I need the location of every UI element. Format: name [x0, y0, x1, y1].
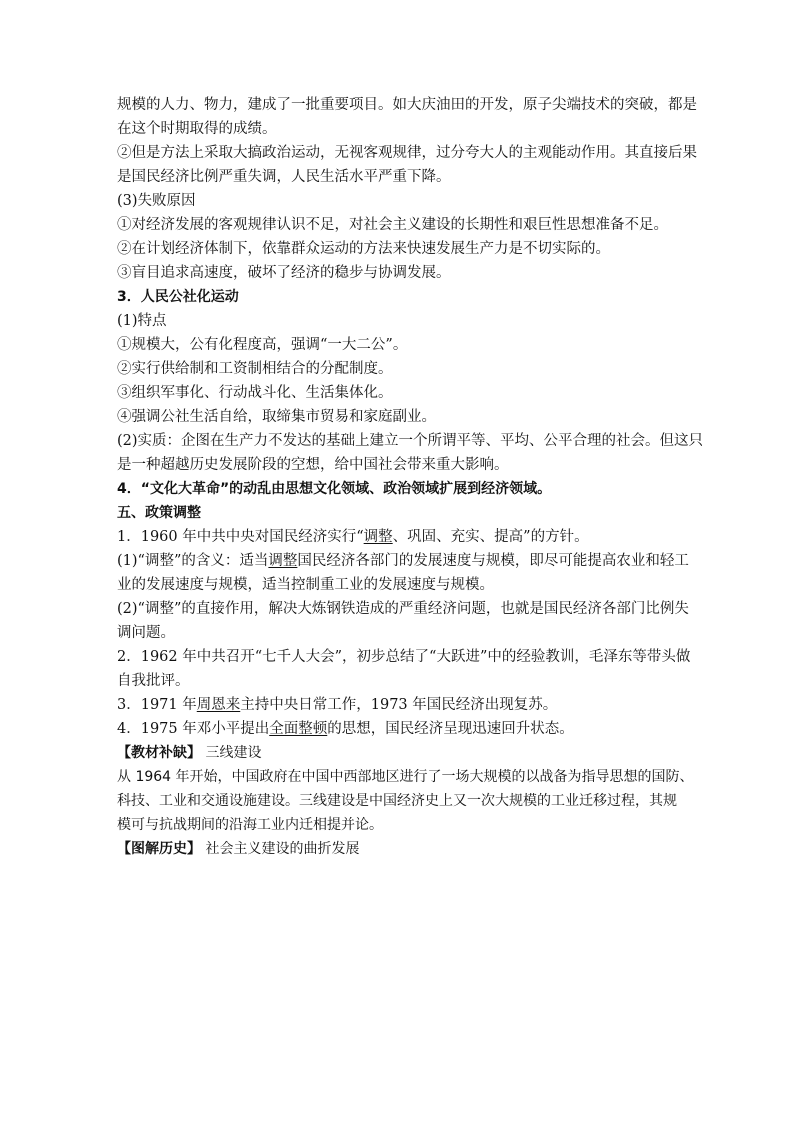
underlined-term: 全面整顿: [269, 721, 328, 737]
underlined-term: 周恩来: [196, 697, 241, 713]
paragraph-line: [117, 549, 687, 573]
paragraph-line: 是一种超越历史发展阶段的空想，给中国社会带来重大影响。: [117, 457, 509, 473]
paragraph-line: (2)实质：企图在生产力不发达的基础上建立一个所谓平等、平均、公平合理的社会。但这只: [117, 433, 704, 449]
paragraph-line: 科技、工业和交通设施建设。三线建设是中国经济史上又一次大规模的工业迁移过程，其规: [117, 793, 677, 809]
callout-tag: 【图解历史】: [117, 841, 201, 857]
callout-title: 社会主义建设的曲折发展: [201, 841, 360, 857]
section-heading-people-commune: 3．人民公社化运动: [117, 289, 239, 305]
paragraph-line: ③组织军事化、行动战斗化、生活集体化。: [117, 385, 393, 401]
text-run: 4．1975 年邓小平提出: [117, 721, 270, 737]
paragraph-line: [117, 693, 687, 717]
paragraph-line: 自我批评。: [117, 673, 190, 689]
callout-heading-illustrated-history: [117, 837, 687, 861]
underlined-term: 调整: [363, 529, 393, 545]
text-run: 1．1960 年中共中央对国民经济实行“: [117, 529, 364, 545]
paragraph-line: (2)“调整”的直接作用，解决大炼钢铁造成的严重经济问题，也就是国民经济各部门比例失: [117, 601, 689, 617]
text-run: 主持中央日常工作，1973 年国民经济出现复苏。: [240, 697, 558, 713]
text-run: 3．1971 年: [117, 697, 197, 713]
section-heading-policy-adjustment: 五、政策调整: [117, 505, 201, 521]
paragraph-line: [117, 525, 687, 549]
paragraph-line: [117, 717, 687, 741]
section-heading-cultural-revolution: 4．“文化大革命”的动乱由思想文化领域、政治领域扩展到经济领域。: [117, 481, 552, 497]
paragraph-line: 从 1964 年开始，中国政府在中国中西部地区进行了一场大规模的以战备为指导思想的国防、: [117, 769, 694, 785]
callout-tag: 【教材补缺】: [117, 745, 201, 761]
paragraph-line: ②在计划经济体制下，依靠群众运动的方法来快速发展生产力是不切实际的。: [117, 241, 610, 257]
paragraph-line: 在这个时期取得的成绩。: [117, 121, 277, 137]
paragraph-line: ②但是方法上采取大搞政治运动，无视客观规律，过分夸大人的主观能动作用。其直接后果: [117, 145, 697, 161]
subheading-failure-reasons: (3)失败原因: [117, 193, 196, 209]
text-run: 国民经济各部门的发展速度与规模，即尽可能提高农业和轻工: [297, 553, 689, 569]
paragraph-line: ①对经济发展的客观规律认识不足，对社会主义建设的长期性和艰巨性思想准备不足。: [117, 217, 668, 233]
underlined-term: 调整: [268, 553, 298, 569]
paragraph-line: 规模的人力、物力，建成了一批重要项目。如大庆油田的开发，原子尖端技术的突破，都是: [117, 97, 697, 113]
paragraph-line: ①规模大，公有化程度高，强调“一大二公”。: [117, 337, 408, 353]
paragraph-line: 2．1962 年中共召开“七千人大会”，初步总结了“大跃进”中的经验教训，毛泽东等带头做: [117, 649, 691, 665]
paragraph-line: ②实行供给制和工资制相结合的分配制度。: [117, 361, 393, 377]
text-run: 的思想，国民经济呈现迅速回升状态。: [327, 721, 574, 737]
callout-heading-textbook-supplement: [117, 741, 687, 765]
paragraph-line: 调问题。: [117, 625, 175, 641]
document-body: [117, 93, 704, 861]
paragraph-line: 是国民经济比例严重失调，人民生活水平严重下降。: [117, 169, 451, 185]
paragraph-line: ③盲目追求高速度，破坏了经济的稳步与协调发展。: [117, 265, 451, 281]
paragraph-line: 模可与抗战期间的沿海工业内迁相提并论。: [117, 817, 383, 833]
subheading-features: (1)特点: [117, 313, 167, 329]
callout-title: 三线建设: [201, 745, 262, 761]
text-run: (1)“调整”的含义：适当: [117, 553, 269, 569]
paragraph-line: ④强调公社生活自给，取缔集市贸易和家庭副业。: [117, 409, 436, 425]
paragraph-line: 业的发展速度与规模，适当控制重工业的发展速度与规模。: [117, 577, 494, 593]
text-run: 、巩固、充实、提高”的方针。: [392, 529, 589, 545]
